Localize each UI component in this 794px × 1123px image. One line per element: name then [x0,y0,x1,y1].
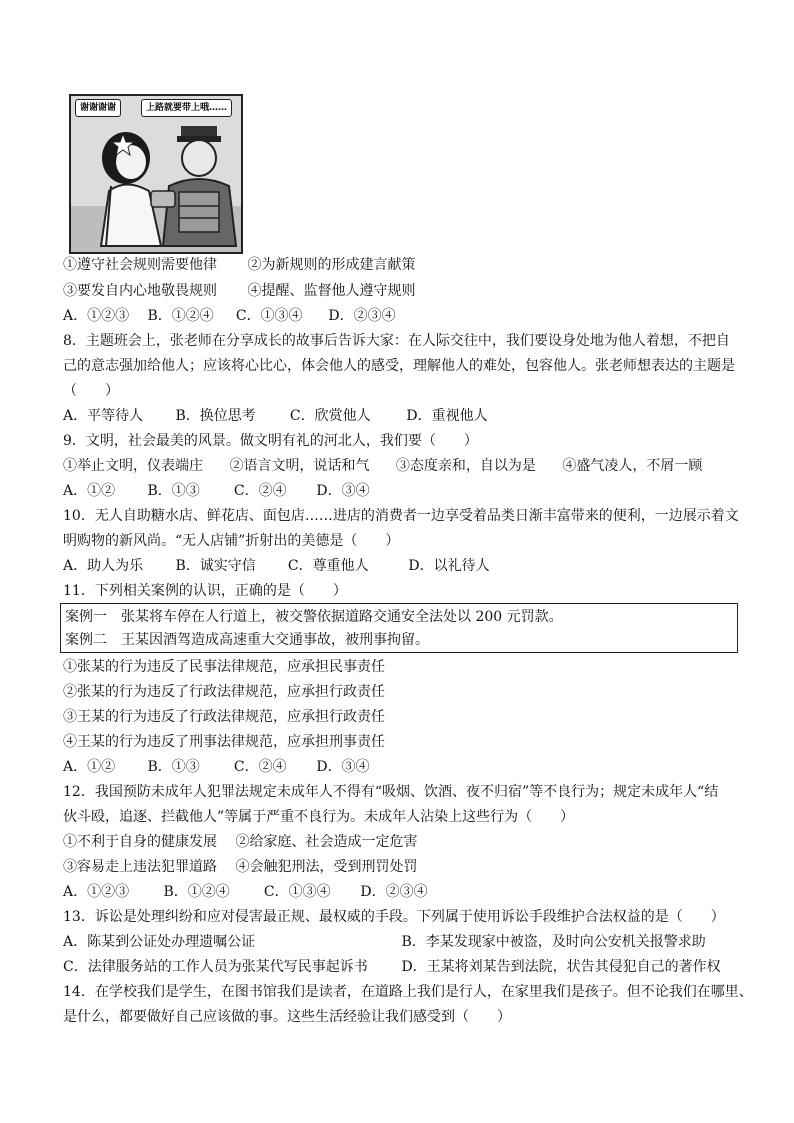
q8-option-d: D．重视他人 [406,408,488,424]
q8-options [63,407,488,425]
q9-items [63,457,702,475]
q12-option-b: B．①②④ [163,884,230,900]
q9-option-d: D．③④ [316,483,370,499]
q10-option-c: C．尊重他人 [287,558,369,574]
q13-options-row-1 [63,933,706,951]
q8-option-b: B．换位思考 [175,408,256,424]
q12-items-row-2 [63,858,417,876]
q7-item-2: ②为新规则的形成建言献策 [247,257,416,273]
q13-option-d: D．王某将刘某告到法院，状告其侵犯自己的著作权 [401,959,721,975]
q12-items-row-1 [63,833,417,851]
q7-option-a: A．①②③ [63,308,130,324]
q14-stem-line-2: 是什么，都要做好自己应该做的事。这些生活经验让我们感受到（ ） [63,1009,511,1025]
q10-stem-line-1: 10．无人自助糖水店、鲜花店、面包店……进店的消费者一边享受着品类日渐丰富带来的便利，一边展示着文 [63,508,739,524]
q12-option-c: C．①③④ [263,884,331,900]
q7-option-b: B．①②④ [147,308,214,324]
q7-items-row-2 [63,282,415,300]
q13-option-b: B．李某发现家中被盗，及时向公安机关报警求助 [401,934,706,950]
q11-option-b: B．①③ [147,759,200,775]
q11-stem: 11．下列相关案例的认识，正确的是（ ） [63,583,347,599]
q13-option-c: C．法律服务站的工作人员为张某代写民事起诉书 [63,959,368,975]
q11-case-1: 案例一 张某将车停在人行道上，被交警依据道路交通安全法处以 200 元罚款。 [65,609,563,625]
q8-option-a: A．平等待人 [63,408,144,424]
q12-item-1: ①不利于自身的健康发展 [63,834,217,850]
cartoon-illustration [69,94,243,254]
q13-stem: 13．诉讼是处理纠纷和应对侵害最正规、最权威的手段。下列属于使用诉讼手段维护合法权益的是（ ） [63,909,725,925]
q9-item-2: ②语言文明，说话和气 [229,458,370,474]
q8-stem-line-3: （ ） [63,383,119,399]
q8-option-c: C．欣赏他人 [289,408,371,424]
q10-stem-line-2: 明购物的新风尚。“无人店铺”折射出的美德是（ ） [63,533,400,549]
q12-options [63,883,428,901]
q13-options-row-2 [63,958,721,976]
q8-stem-line-2: 己的意志强加给他人；应该将心比心，体会他人的感受，理解他人的难处，包容他人。张老师想表达的主题是 [63,358,735,374]
q9-options [63,482,370,500]
q10-option-b: B．诚实守信 [175,558,256,574]
q11-item-1: ①张某的行为违反了民事法律规范，应承担民事责任 [63,659,385,675]
q11-item-2: ②张某的行为违反了行政法律规范，应承担行政责任 [63,684,385,700]
q10-options [63,557,490,575]
q11-option-c: C．②④ [233,759,287,775]
q7-items-row-1 [63,256,415,274]
cartoon-drawing [71,96,241,252]
q7-item-4: ④提醒、监督他人遵守规则 [247,283,416,299]
q9-stem: 9．文明，社会最美的风景。做文明有礼的河北人，我们要（ ） [63,433,478,449]
q12-option-a: A．①②③ [63,884,130,900]
q9-item-3: ③态度亲和，自以为是 [395,458,536,474]
q10-option-d: D．以礼待人 [408,558,490,574]
q7-option-c: C．①③④ [235,308,303,324]
q7-item-1: ①遵守社会规则需要他律 [63,257,217,273]
q10-option-a: A．助人为乐 [63,558,144,574]
q11-options [63,758,370,776]
q11-option-a: A．①② [63,759,116,775]
q12-item-2: ②给家庭、社会造成一定危害 [235,834,418,850]
speech-bubble-left: 谢谢谢谢 [75,99,121,117]
q9-item-1: ①举止文明，仪表端庄 [63,458,203,474]
q7-option-d: D．②③④ [328,308,396,324]
q13-option-a: A．陈某到公证处办理遗嘱公证 [63,934,256,950]
q11-case-2: 案例二 王某因酒驾造成高速重大交通事故，被刑事拘留。 [65,632,429,648]
q12-stem-line-2: 伙斗殴，追逐、拦截他人”等属于严重不良行为。未成年人沾染上这些行为（ ） [63,809,575,825]
speech-bubble-right: 上路就要带上哦…… [141,99,232,117]
q11-option-d: D．③④ [316,759,370,775]
q11-case-box [60,603,738,653]
q12-item-3: ③容易走上违法犯罪道路 [63,859,217,875]
q9-option-c: C．②④ [233,483,287,499]
q11-item-3: ③王某的行为违反了行政法律规范，应承担行政责任 [63,709,385,725]
q9-option-b: B．①③ [147,483,200,499]
q9-item-4: ④盛气凌人，不屑一顾 [562,458,703,474]
q9-option-a: A．①② [63,483,116,499]
q12-item-4: ④会触犯刑法，受到刑罚处罚 [235,859,418,875]
q7-item-3: ③要发自内心地敬畏规则 [63,283,217,299]
q8-stem-line-1: 8．主题班会上，张老师在分享成长的故事后告诉大家：在人际交往中，我们要设身处地为他人着想，不把自 [63,333,730,349]
q7-options [63,307,396,325]
q12-option-d: D．②③④ [360,884,428,900]
q11-item-4: ④王某的行为违反了刑事法律规范，应承担刑事责任 [63,734,385,750]
q12-stem-line-1: 12．我国预防未成年人犯罪法规定未成年人不得有“吸烟、饮酒、夜不归宿”等不良行为；规定未成年人“结 [63,784,719,800]
q14-stem-line-1: 14．在学校我们是学生，在图书馆我们是读者，在道路上我们是行人，在家里我们是孩子。但不论我们在哪里、 [63,984,753,1000]
